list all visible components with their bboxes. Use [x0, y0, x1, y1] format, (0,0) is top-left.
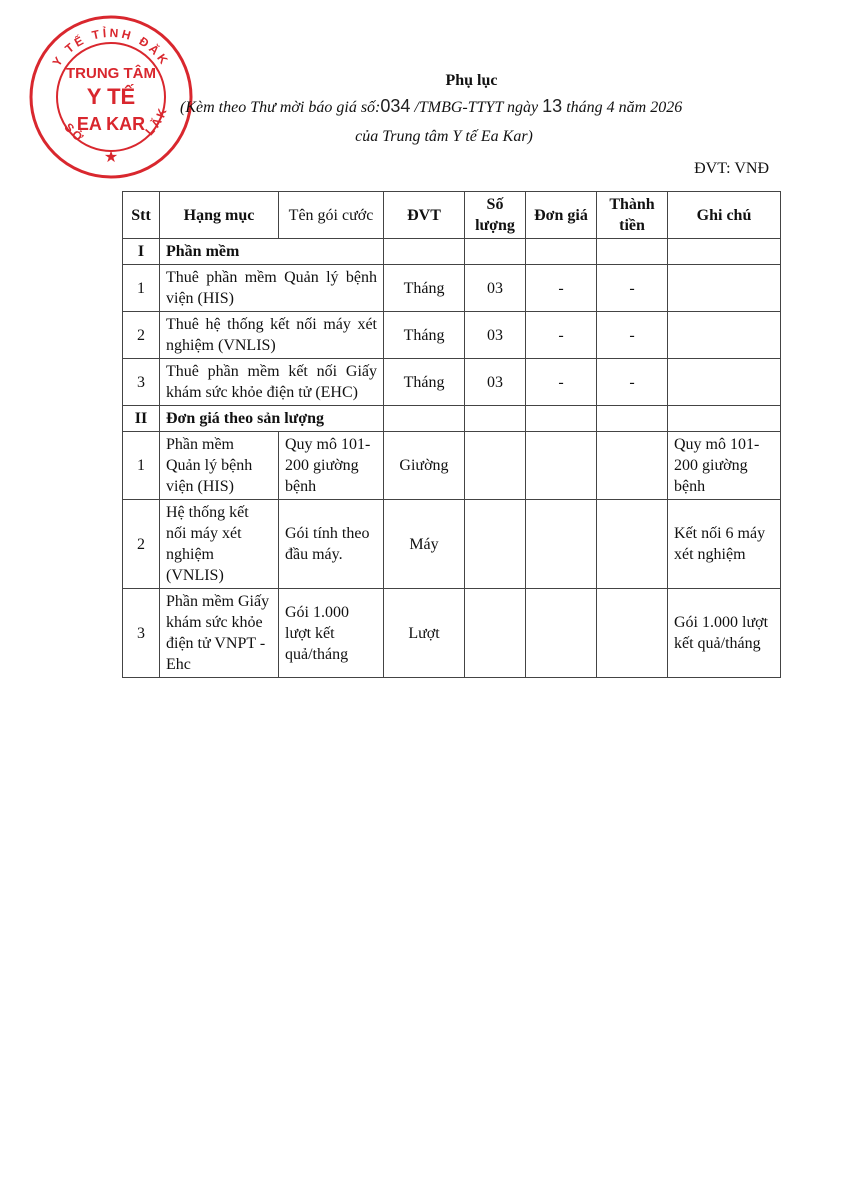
section-row [123, 406, 781, 432]
unit-cell: Giường [384, 432, 465, 500]
stt-cell: 3 [123, 589, 160, 678]
section-label: Phần mềm [160, 239, 384, 265]
stt-cell: 2 [123, 312, 160, 359]
table-row [123, 312, 781, 359]
package-cell: Gói tính theo đầu máy. [279, 500, 384, 589]
unit-cell: Máy [384, 500, 465, 589]
qty-cell [465, 432, 526, 500]
note-cell [668, 265, 781, 312]
svg-text:Y TẾ TỈNH ĐĂK: Y TẾ TỈNH ĐĂK [49, 25, 173, 69]
stamp-line3: EA KAR [76, 114, 146, 134]
table-row [123, 589, 781, 678]
package-cell: Quy mô 101-200 giường bệnh [279, 432, 384, 500]
stamp-line1: TRUNG TÂM [66, 65, 156, 82]
col-header: Thành tiền [597, 192, 668, 239]
ref-number: 034 [380, 96, 411, 116]
item-cell: Thuê hệ thống kết nối máy xét nghiệm (VNLIS) [160, 312, 384, 359]
unit-cell: Tháng [384, 265, 465, 312]
unit-cell: Tháng [384, 359, 465, 406]
item-cell: Phần mềm Giấy khám sức khỏe điện tử VNPT - Ehc [160, 589, 279, 678]
unit-cell: Lượt [384, 589, 465, 678]
note-cell: Gói 1.000 lượt kết quả/tháng [668, 589, 781, 678]
note-cell: Kết nối 6 máy xét nghiệm [668, 500, 781, 589]
appendix-title: Phụ lục [445, 72, 498, 89]
section-number: II [123, 406, 160, 432]
item-cell: Thuê phần mềm kết nối Giấy khám sức khỏe điện tử (EHC) [160, 359, 384, 406]
total-cell: - [597, 359, 668, 406]
ref-suffix: tháng 4 năm 2026 [566, 99, 683, 116]
col-header: Ghi chú [668, 192, 781, 239]
col-header: Tên gói cước [279, 192, 384, 239]
ref-mid: /TMBG-TTYT ngày [414, 99, 539, 116]
note-cell [668, 312, 781, 359]
section-label: Đơn giá theo sản lượng [160, 406, 384, 432]
price-cell [526, 500, 597, 589]
svg-text:LĂK: LĂK [142, 103, 171, 139]
col-header: Đơn giá [526, 192, 597, 239]
reference-line [180, 96, 780, 117]
price-cell: - [526, 359, 597, 406]
col-header: Số lượng [465, 192, 526, 239]
table-row [123, 359, 781, 406]
qty-cell [465, 500, 526, 589]
col-header: ĐVT [384, 192, 465, 239]
package-cell: Gói 1.000 lượt kết quả/tháng [279, 589, 384, 678]
price-cell: - [526, 265, 597, 312]
item-cell: Phần mềm Quản lý bệnh viện (HIS) [160, 432, 279, 500]
price-cell [526, 432, 597, 500]
qty-cell: 03 [465, 359, 526, 406]
total-cell [597, 432, 668, 500]
col-header: Stt [123, 192, 160, 239]
stt-cell: 3 [123, 359, 160, 406]
stt-cell: 1 [123, 265, 160, 312]
item-cell: Hệ thống kết nối máy xét nghiệm (VNLIS) [160, 500, 279, 589]
qty-cell: 03 [465, 265, 526, 312]
note-cell: Quy mô 101-200 giường bệnh [668, 432, 781, 500]
total-cell: - [597, 265, 668, 312]
qty-cell: 03 [465, 312, 526, 359]
quote-table [122, 191, 781, 678]
col-header: Hạng mục [160, 192, 279, 239]
section-number: I [123, 239, 160, 265]
total-cell: - [597, 312, 668, 359]
total-cell [597, 589, 668, 678]
table-row [123, 432, 781, 500]
price-cell [526, 589, 597, 678]
section-row [123, 239, 781, 265]
qty-cell [465, 589, 526, 678]
item-cell: Thuê phần mềm Quản lý bệnh viện (HIS) [160, 265, 384, 312]
ref-day: 13 [542, 96, 563, 116]
ref-prefix: (Kèm theo Thư mời báo giá số: [180, 99, 381, 116]
star-icon: ★ [103, 149, 119, 166]
unit-cell: Tháng [384, 312, 465, 359]
table-row [123, 265, 781, 312]
table-row [123, 500, 781, 589]
currency-unit: ĐVT: VNĐ [694, 160, 769, 177]
stt-cell: 2 [123, 500, 160, 589]
organization-line: của Trung tâm Y tế Ea Kar) [355, 128, 533, 145]
total-cell [597, 500, 668, 589]
svg-text:SỞ: SỞ [61, 120, 89, 147]
stt-cell: 1 [123, 432, 160, 500]
price-cell: - [526, 312, 597, 359]
stamp-line2: Y TẾ [86, 84, 136, 109]
official-stamp [26, 12, 196, 182]
table-header-row [123, 192, 781, 239]
note-cell [668, 359, 781, 406]
